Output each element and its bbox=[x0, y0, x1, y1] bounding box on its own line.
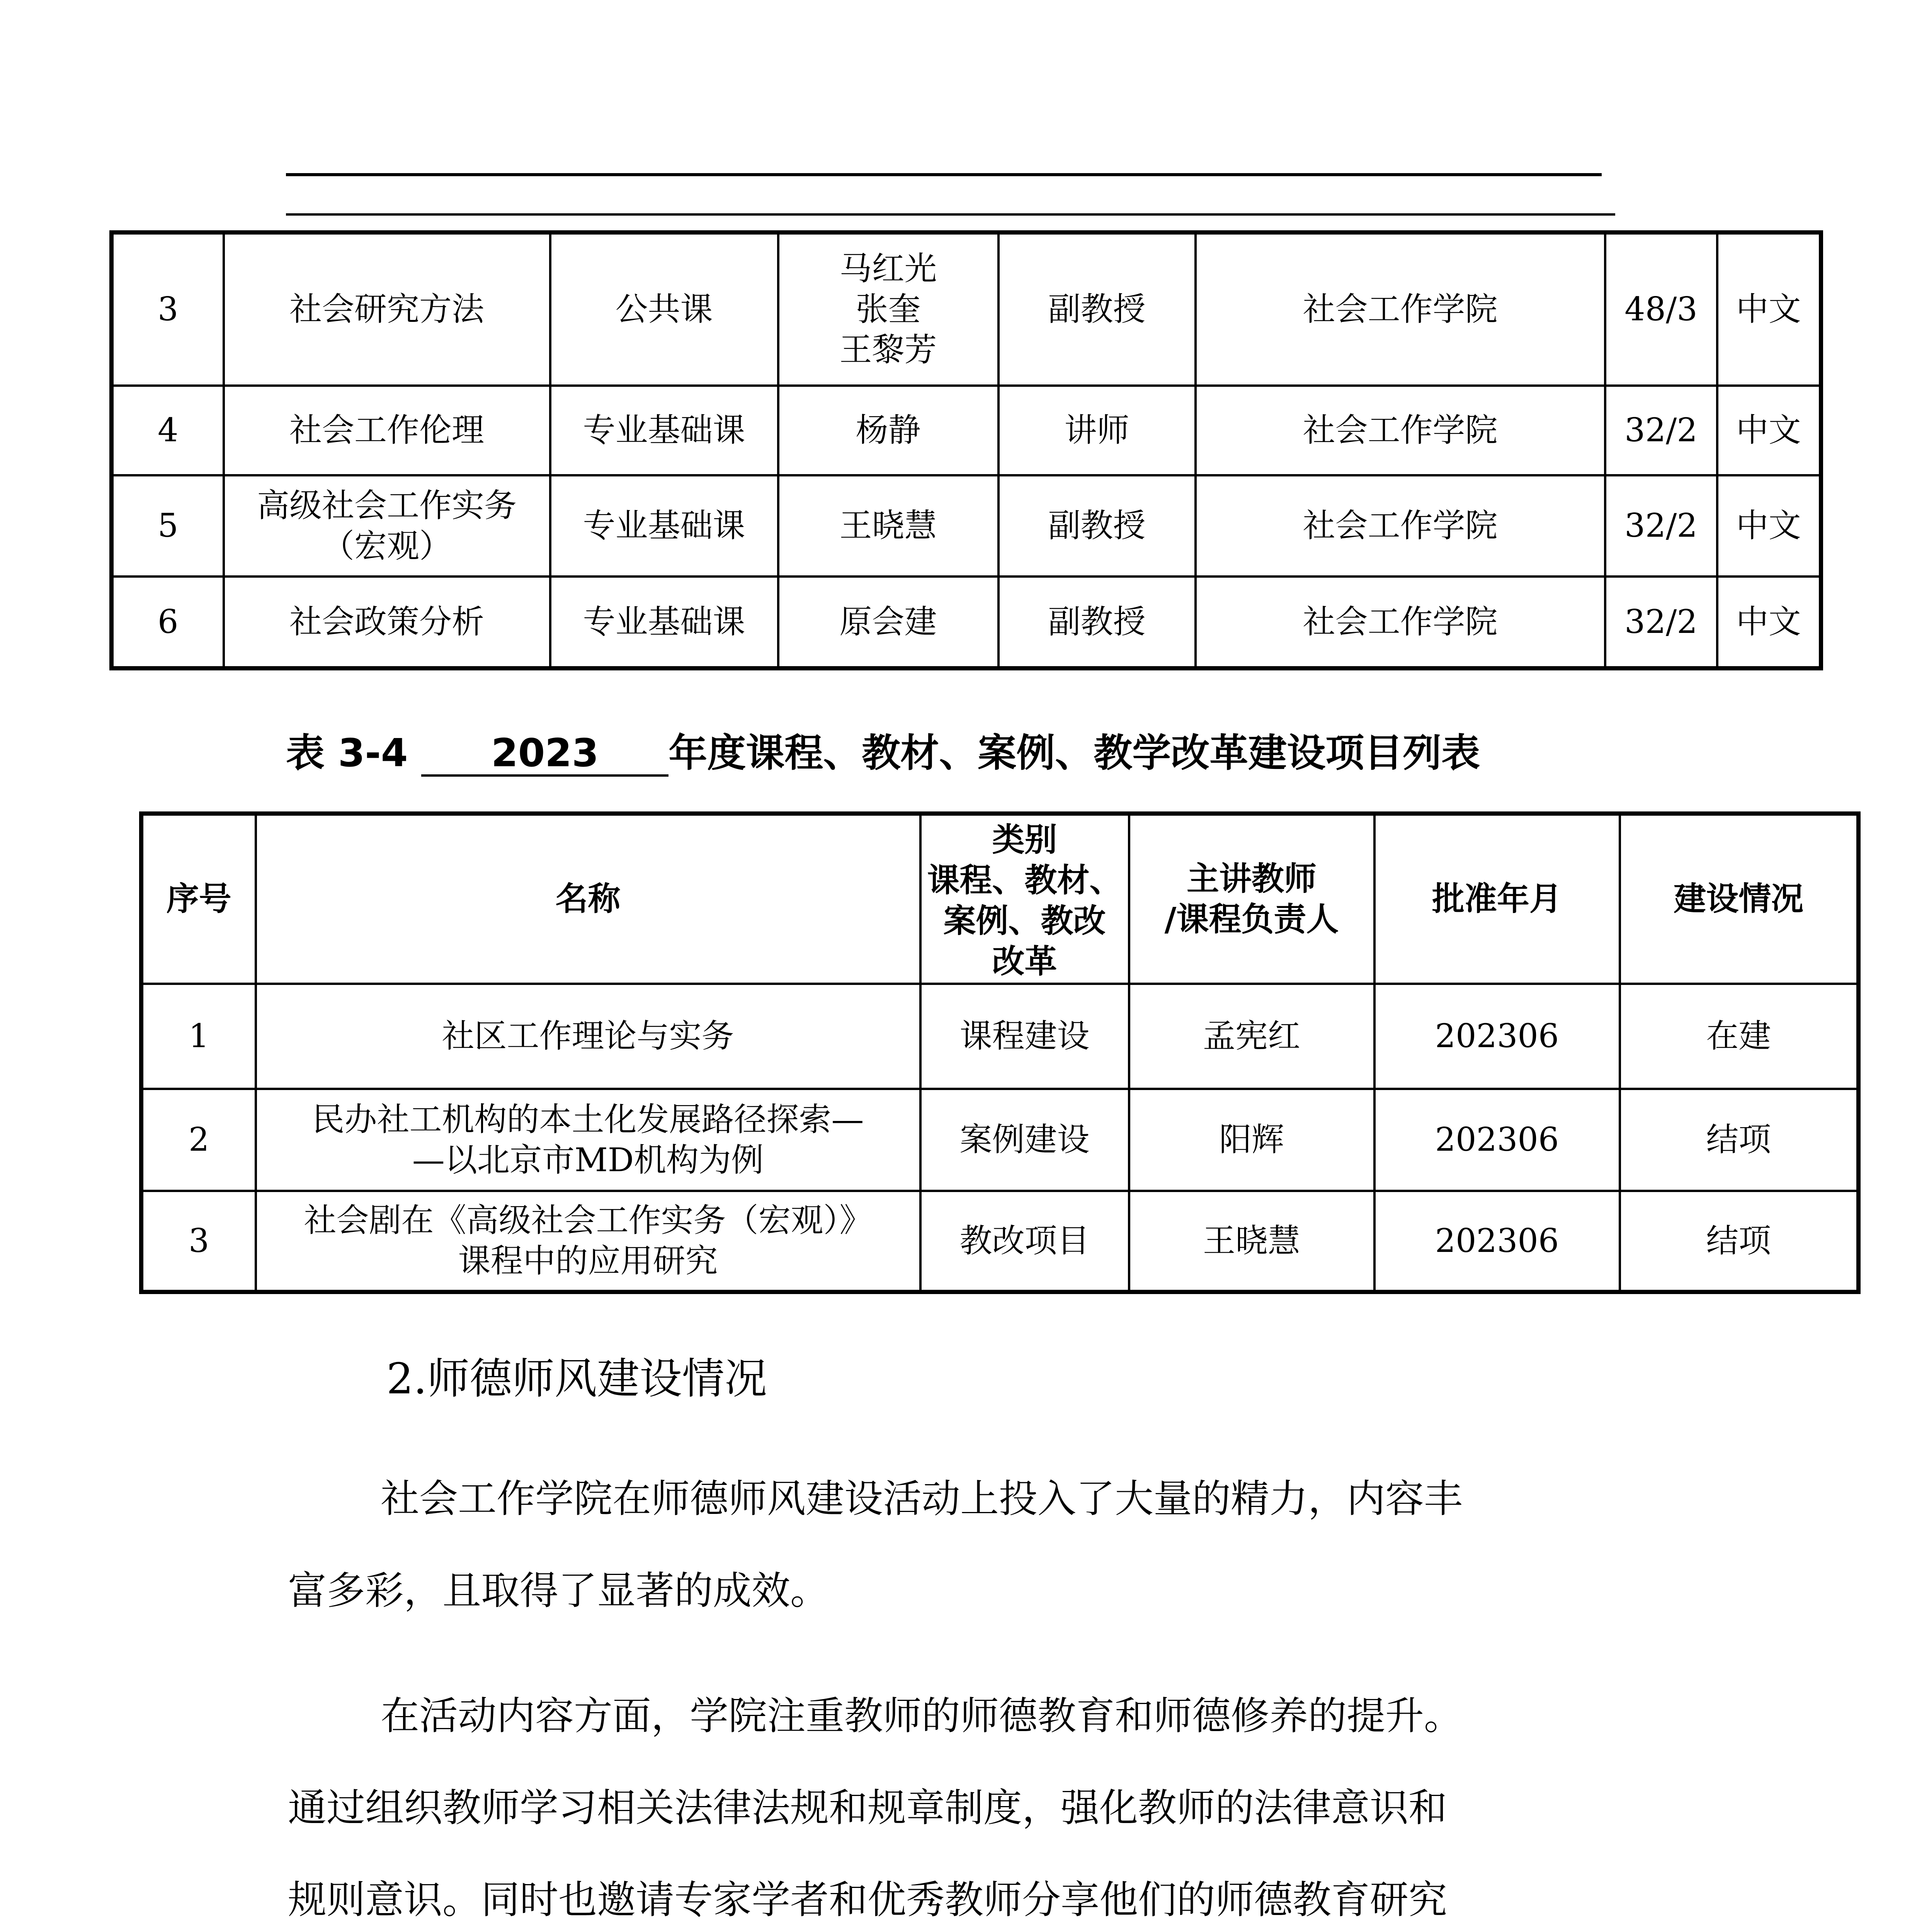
approval-date: 202306 bbox=[1374, 1191, 1620, 1292]
teacher-name: 马红光 bbox=[839, 250, 937, 288]
course-name: 社会研究方法 bbox=[224, 233, 550, 386]
row-no: 6 bbox=[112, 577, 224, 668]
course-name bbox=[224, 475, 550, 577]
approval-date: 202306 bbox=[1374, 984, 1620, 1089]
paragraph-line: 通过组织教师学习相关法律法规和规章制度，强化教师的法律意识和 bbox=[288, 1785, 1447, 1830]
teachers bbox=[778, 233, 998, 386]
header-category-line: 案例、教改 bbox=[943, 902, 1106, 940]
course-name: 社会政策分析 bbox=[224, 577, 550, 668]
language: 中文 bbox=[1717, 386, 1821, 475]
hours-credits: 48/3 bbox=[1605, 233, 1717, 386]
project-name bbox=[256, 1191, 920, 1292]
header-lead-line: 主讲教师 bbox=[1186, 859, 1317, 898]
project-lead: 孟宪红 bbox=[1129, 984, 1374, 1089]
course-name-line: 高级社会工作实务 bbox=[257, 486, 517, 524]
language: 中文 bbox=[1717, 577, 1821, 668]
paragraph-line: 在活动内容方面，学院注重教师的师德教育和师德修养的提升。 bbox=[381, 1693, 1463, 1738]
teacher-title: 副教授 bbox=[998, 577, 1196, 668]
teachers: 杨静 bbox=[778, 386, 998, 475]
header-rule-bottom bbox=[286, 213, 1615, 216]
header-status: 建设情况 bbox=[1620, 814, 1859, 984]
table-caption bbox=[286, 722, 1480, 777]
caption-suffix: 年度课程、教材、案例、教学改革建设项目列表 bbox=[668, 730, 1480, 776]
project-name bbox=[256, 1089, 920, 1191]
course-type: 专业基础课 bbox=[550, 577, 778, 668]
teachers: 王晓慧 bbox=[778, 475, 998, 577]
paragraph-2 bbox=[288, 1670, 1613, 1932]
paragraph-line: 规则意识。同时也邀请专家学者和优秀教师分享他们的师德教育研究 bbox=[288, 1877, 1447, 1922]
project-status: 结项 bbox=[1620, 1191, 1859, 1292]
table-row bbox=[141, 984, 1859, 1089]
project-status: 结项 bbox=[1620, 1089, 1859, 1191]
college: 社会工作学院 bbox=[1196, 233, 1605, 386]
table-row bbox=[112, 386, 1821, 475]
project-category: 教改项目 bbox=[920, 1191, 1129, 1292]
project-name-line: —以北京市MD机构为例 bbox=[412, 1141, 764, 1179]
teacher-name: 张奎 bbox=[856, 290, 921, 328]
college: 社会工作学院 bbox=[1196, 386, 1605, 475]
project-name-line: 民办社工机构的本土化发展路径探索— bbox=[312, 1100, 864, 1138]
language: 中文 bbox=[1717, 475, 1821, 577]
caption-year: 2023 bbox=[421, 732, 668, 777]
header-rule-top bbox=[286, 173, 1602, 176]
project-name: 社区工作理论与实务 bbox=[256, 984, 920, 1089]
project-lead: 王晓慧 bbox=[1129, 1191, 1374, 1292]
hours-credits: 32/2 bbox=[1605, 475, 1717, 577]
row-no: 1 bbox=[141, 984, 256, 1089]
project-table bbox=[139, 811, 1861, 1294]
paragraph-line: 富多彩，且取得了显著的成效。 bbox=[288, 1568, 829, 1613]
header-no: 序号 bbox=[141, 814, 256, 984]
table-header-row bbox=[141, 814, 1859, 984]
hours-credits: 32/2 bbox=[1605, 577, 1717, 668]
college: 社会工作学院 bbox=[1196, 577, 1605, 668]
row-no: 2 bbox=[141, 1089, 256, 1191]
project-name-line: 社会剧在《高级社会工作实务（宏观）》 bbox=[304, 1201, 872, 1240]
header-category-line: 课程、教材、 bbox=[927, 861, 1122, 899]
table-row bbox=[112, 475, 1821, 577]
table-row bbox=[141, 1089, 1859, 1191]
hours-credits: 32/2 bbox=[1605, 386, 1717, 475]
paragraph-1 bbox=[288, 1453, 1613, 1637]
teacher-title: 副教授 bbox=[998, 475, 1196, 577]
course-name-line: （宏观） bbox=[321, 527, 452, 565]
course-name: 社会工作伦理 bbox=[224, 386, 550, 475]
project-lead: 阳辉 bbox=[1129, 1089, 1374, 1191]
project-category: 案例建设 bbox=[920, 1089, 1129, 1191]
header-lead bbox=[1129, 814, 1374, 984]
section-heading: 2.师德师风建设情况 bbox=[386, 1354, 767, 1403]
row-no: 5 bbox=[112, 475, 224, 577]
caption-prefix: 表 3-4 bbox=[286, 730, 408, 776]
header-date: 批准年月 bbox=[1374, 814, 1620, 984]
course-type: 专业基础课 bbox=[550, 475, 778, 577]
paragraph-line: 社会工作学院在师德师风建设活动上投入了大量的精力，内容丰 bbox=[381, 1476, 1463, 1521]
teacher-title: 讲师 bbox=[998, 386, 1196, 475]
teacher-title: 副教授 bbox=[998, 233, 1196, 386]
header-category bbox=[920, 814, 1129, 984]
row-no: 4 bbox=[112, 386, 224, 475]
teacher-name: 王黎芳 bbox=[839, 331, 937, 369]
project-status: 在建 bbox=[1620, 984, 1859, 1089]
college: 社会工作学院 bbox=[1196, 475, 1605, 577]
language: 中文 bbox=[1717, 233, 1821, 386]
header-category-line: 类别 bbox=[992, 821, 1057, 859]
table-row bbox=[112, 577, 1821, 668]
table-row bbox=[141, 1191, 1859, 1292]
course-type: 专业基础课 bbox=[550, 386, 778, 475]
header-lead-line: /课程负责人 bbox=[1164, 900, 1339, 938]
course-type: 公共课 bbox=[550, 233, 778, 386]
course-table-continued bbox=[109, 230, 1823, 670]
row-no: 3 bbox=[141, 1191, 256, 1292]
project-category: 课程建设 bbox=[920, 984, 1129, 1089]
header-name: 名称 bbox=[256, 814, 920, 984]
teachers: 原会建 bbox=[778, 577, 998, 668]
row-no: 3 bbox=[112, 233, 224, 386]
approval-date: 202306 bbox=[1374, 1089, 1620, 1191]
header-category-line: 改革 bbox=[992, 942, 1057, 980]
table-row bbox=[112, 233, 1821, 386]
project-name-line: 课程中的应用研究 bbox=[458, 1242, 718, 1280]
